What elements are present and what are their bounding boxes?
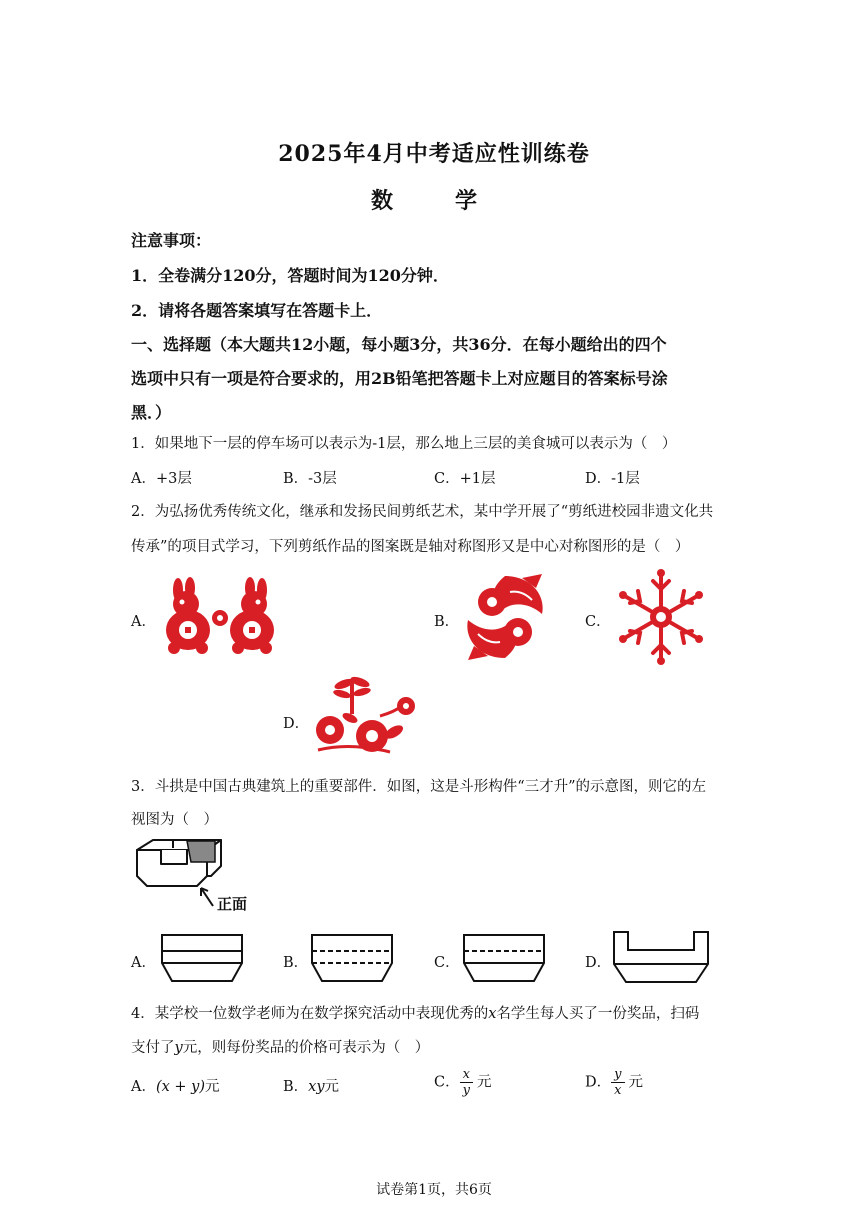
q4-option-c-fraction xyxy=(460,1067,473,1098)
q4-option-b-label: B． xyxy=(283,1079,309,1095)
papercut-fish-circle-image xyxy=(462,572,548,662)
section-heading-line-2: 选项中只有一项是符合要求的，用2B铅笔把答题卡上对应题目的答案标号涂 xyxy=(131,369,668,388)
q2-stem-line-2: 传承”的项目式学习，下列剪纸作品的图案既是轴对称图形又是中心对称图形的是（ ） xyxy=(131,539,690,555)
q4-var-x: x xyxy=(488,1006,497,1022)
q4-stem-line-2-a: 支付了 xyxy=(131,1040,175,1056)
q2-stem-line-1: 2．为弘扬优秀传统文化，继承和发扬民间剪纸艺术，某中学开展了“剪纸进校园非遗文化共 xyxy=(131,504,714,520)
q4-option-d-label: D． xyxy=(585,1074,612,1091)
q4-option-c-numerator: x xyxy=(460,1067,473,1083)
q4-option-a xyxy=(131,1075,220,1096)
q3-option-a-label: A． xyxy=(131,955,156,971)
papercut-flowers-dragonfly-image xyxy=(310,676,418,756)
notice-item-1: 1．全卷满分120分，答题时间为120分钟． xyxy=(131,266,449,285)
q3-option-c-figure xyxy=(462,933,546,983)
section-heading-line-1: 一、选择题（本大题共12小题，每小题3分，共36分．在每小题给出的四个 xyxy=(131,335,667,354)
subject-title: 数 学 xyxy=(370,188,497,214)
q4-var-y: y xyxy=(174,1040,183,1056)
q4-option-d-fraction xyxy=(611,1067,624,1098)
q4-option-a-label: A． xyxy=(131,1079,156,1095)
q1-option-c: C．+1层 xyxy=(434,471,496,487)
q4-option-a-expr: (x + y) xyxy=(155,1079,206,1095)
q4-option-d xyxy=(585,1067,643,1098)
notice-heading: 注意事项： xyxy=(131,231,212,250)
q3-option-d-label: D． xyxy=(585,955,612,971)
q4-option-a-unit: 元 xyxy=(205,1079,220,1095)
q4-stem-line-2 xyxy=(131,1036,429,1057)
notice-item-2: 2．请将各题答案填写在答题卡上． xyxy=(131,301,383,320)
q4-option-c-unit: 元 xyxy=(476,1074,492,1091)
q4-option-b-unit: 元 xyxy=(324,1079,340,1095)
q1-option-a: A．+3层 xyxy=(131,471,192,487)
q4-option-b xyxy=(283,1075,339,1096)
papercut-snowflake-image xyxy=(616,567,706,667)
q2-option-b-label: B． xyxy=(434,614,460,630)
q1-option-b: B．-3层 xyxy=(283,471,337,487)
q4-option-d-unit: 元 xyxy=(628,1074,643,1091)
q1-option-d: D．-1层 xyxy=(585,471,640,487)
q2-option-a-label: A． xyxy=(131,614,156,630)
q4-option-c-denominator: y xyxy=(462,1083,470,1098)
q3-stem-line-1: 3．斗拱是中国古典建筑上的重要部件．如图，这是斗形构件“三才升”的示意图，则它的左 xyxy=(131,779,707,795)
q4-option-d-numerator: y xyxy=(611,1067,624,1083)
q4-option-c xyxy=(434,1067,491,1098)
q4-stem-line-1 xyxy=(131,1002,699,1023)
q3-option-d-figure xyxy=(612,930,710,984)
q4-option-d-denominator: x xyxy=(614,1083,622,1098)
page-footer: 试卷第1页，共6页 xyxy=(376,1182,492,1198)
papercut-rabbits-image xyxy=(160,578,280,656)
q4-option-c-label: C． xyxy=(434,1074,460,1091)
q4-option-b-expr: xy xyxy=(308,1079,325,1095)
q3-option-b-figure xyxy=(310,933,394,983)
q2-option-c-label: C． xyxy=(585,614,611,630)
q4-stem-line-2-b: 元，则每份奖品的价格可表示为（ ） xyxy=(182,1040,430,1056)
q3-option-c-label: C． xyxy=(434,955,460,971)
q1-stem: 1．如果地下一层的停车场可以表示为-1层，那么地上三层的美食城可以表示为（ ） xyxy=(131,436,677,452)
q3-option-b-label: B． xyxy=(283,955,309,971)
front-view-label: 正面 xyxy=(217,895,248,913)
section-heading-line-3: 黑．） xyxy=(131,403,172,422)
q3-stem-line-2: 视图为（ ） xyxy=(131,812,218,828)
q3-option-a-figure xyxy=(160,933,244,983)
q4-stem-line-1-b: 名学生每人买了一份奖品，扫码 xyxy=(496,1006,700,1022)
q2-option-d-label: D． xyxy=(283,716,310,732)
exam-title: 2025年4月中考适应性训练卷 xyxy=(278,141,590,167)
q4-stem-line-1-a: 4．某学校一位数学老师为在数学探究活动中表现优秀的 xyxy=(131,1006,489,1022)
